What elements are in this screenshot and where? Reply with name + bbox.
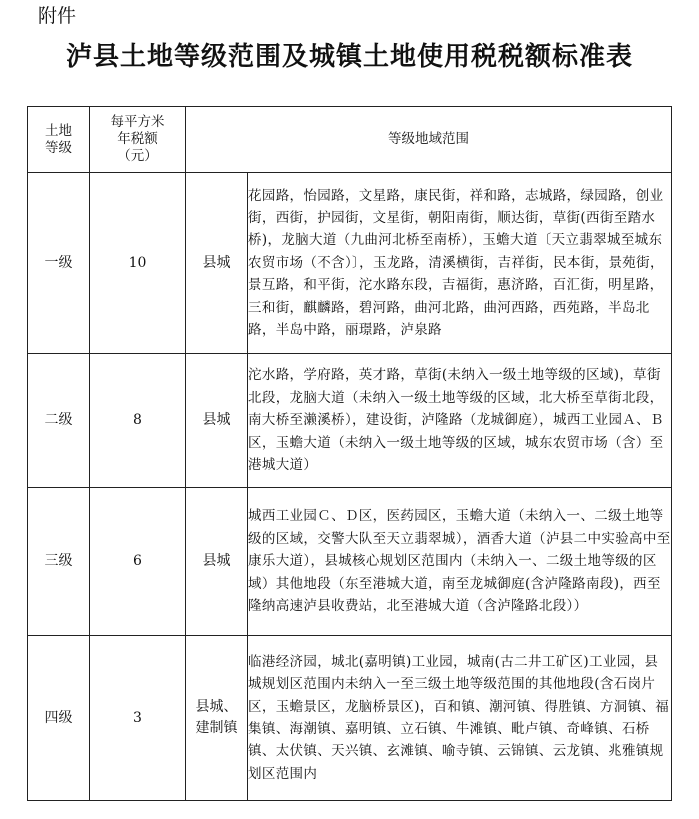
page-title: 泸县土地等级范围及城镇土地使用税税额标准表 <box>65 42 633 72</box>
area-line: 县城 <box>202 553 231 569</box>
tax-cell: 10 <box>90 173 186 354</box>
table-header-row <box>28 107 672 173</box>
header-land-level <box>28 107 90 173</box>
area-line-2: 建制镇 <box>195 720 238 736</box>
area-cell <box>186 173 248 354</box>
scope-cell: 城西工业园Ｃ、Ｄ区，医药园区，玉蟾大道（未纳入一、二级土地等级的区域，交警大队至天立翡翠城），酒香大道（泸县二中实验高中至康乐大道），县城核心规划区范围内（未纳入一、二级土地等级的区域）其他地段（东至港城大道，南至龙城御庭(含泸隆路南段)，西至隆纳高速泸县收费站，北至港城大道（含泸隆路北段）） <box>248 488 672 636</box>
table-row <box>28 354 672 488</box>
table-row <box>28 636 672 801</box>
tax-standard-table <box>27 106 672 801</box>
tax-cell: 3 <box>90 636 186 801</box>
level-cell: 三级 <box>28 488 90 636</box>
header-scope: 等级地域范围 <box>186 107 672 173</box>
area-cell <box>186 354 248 488</box>
area-line: 县城 <box>202 412 231 428</box>
area-cell <box>186 488 248 636</box>
table-row <box>28 173 672 354</box>
level-cell: 一级 <box>28 173 90 354</box>
scope-cell: 花园路，怡园路，文星路，康民街，祥和路，志城路，绿园路，创业街，西街，护园街，文星街，朝阳南街，顺达街，草街(西街至踏水桥)，龙脑大道（九曲河北桥至南桥），玉蟾大道〔天立翡翠城至城东农贸市场（不含）〕，玉龙路，清溪横街，吉祥街，民本街，景苑街，景互路，和平街，沱水路东段，吉福街，惠济路，百汇街，明星路，三和街，麒麟路，碧河路，曲河北路，曲河西路，西苑路，半岛北路，半岛中路，丽璟路，泸泉路 <box>248 173 672 354</box>
header-land-level-line2: 等级 <box>45 139 72 156</box>
header-tax-rate-line1: 每平方米 <box>110 114 165 130</box>
area-line: 县城 <box>202 254 231 271</box>
header-tax-rate-line2: 年税额 <box>117 131 158 147</box>
level-cell: 二级 <box>28 354 90 488</box>
header-tax-rate <box>90 107 186 173</box>
header-tax-rate-line3: （元） <box>117 148 158 164</box>
level-cell: 四级 <box>28 636 90 801</box>
header-land-level-line1: 土地 <box>45 122 72 139</box>
attachment-label: 附件 <box>38 5 77 27</box>
table-row <box>28 488 672 636</box>
scope-cell: 临港经济园，城北(嘉明镇)工业园，城南(古二井工矿区)工业园，县城规划区范围内未纳入一至三级土地等级范围的其他地段(含石岗片区，玉蟾景区，龙脑桥景区)，百和镇、潮河镇、得胜镇、方洞镇、福集镇、海潮镇、嘉明镇、立石镇、牛滩镇、毗卢镇、奇峰镇、石桥镇、太伏镇、天兴镇、玄滩镇、喻寺镇、云锦镇、云龙镇、兆雅镇规划区范围内 <box>248 636 672 801</box>
area-cell <box>186 636 248 801</box>
scope-cell: 沱水路，学府路，英才路，草街(未纳入一级土地等级的区域)，草街北段，龙脑大道（未纳入一级土地等级的区域，北大桥至草街北段，南大桥至濑溪桥），建设街，泸隆路（龙城御庭），城西工业园Ａ、Ｂ区，玉蟾大道（未纳入一级土地等级的区域，城东农贸市场（含）至港城大道） <box>248 354 672 488</box>
area-line: 县城、 <box>195 699 238 715</box>
tax-cell: 6 <box>90 488 186 636</box>
tax-cell: 8 <box>90 354 186 488</box>
